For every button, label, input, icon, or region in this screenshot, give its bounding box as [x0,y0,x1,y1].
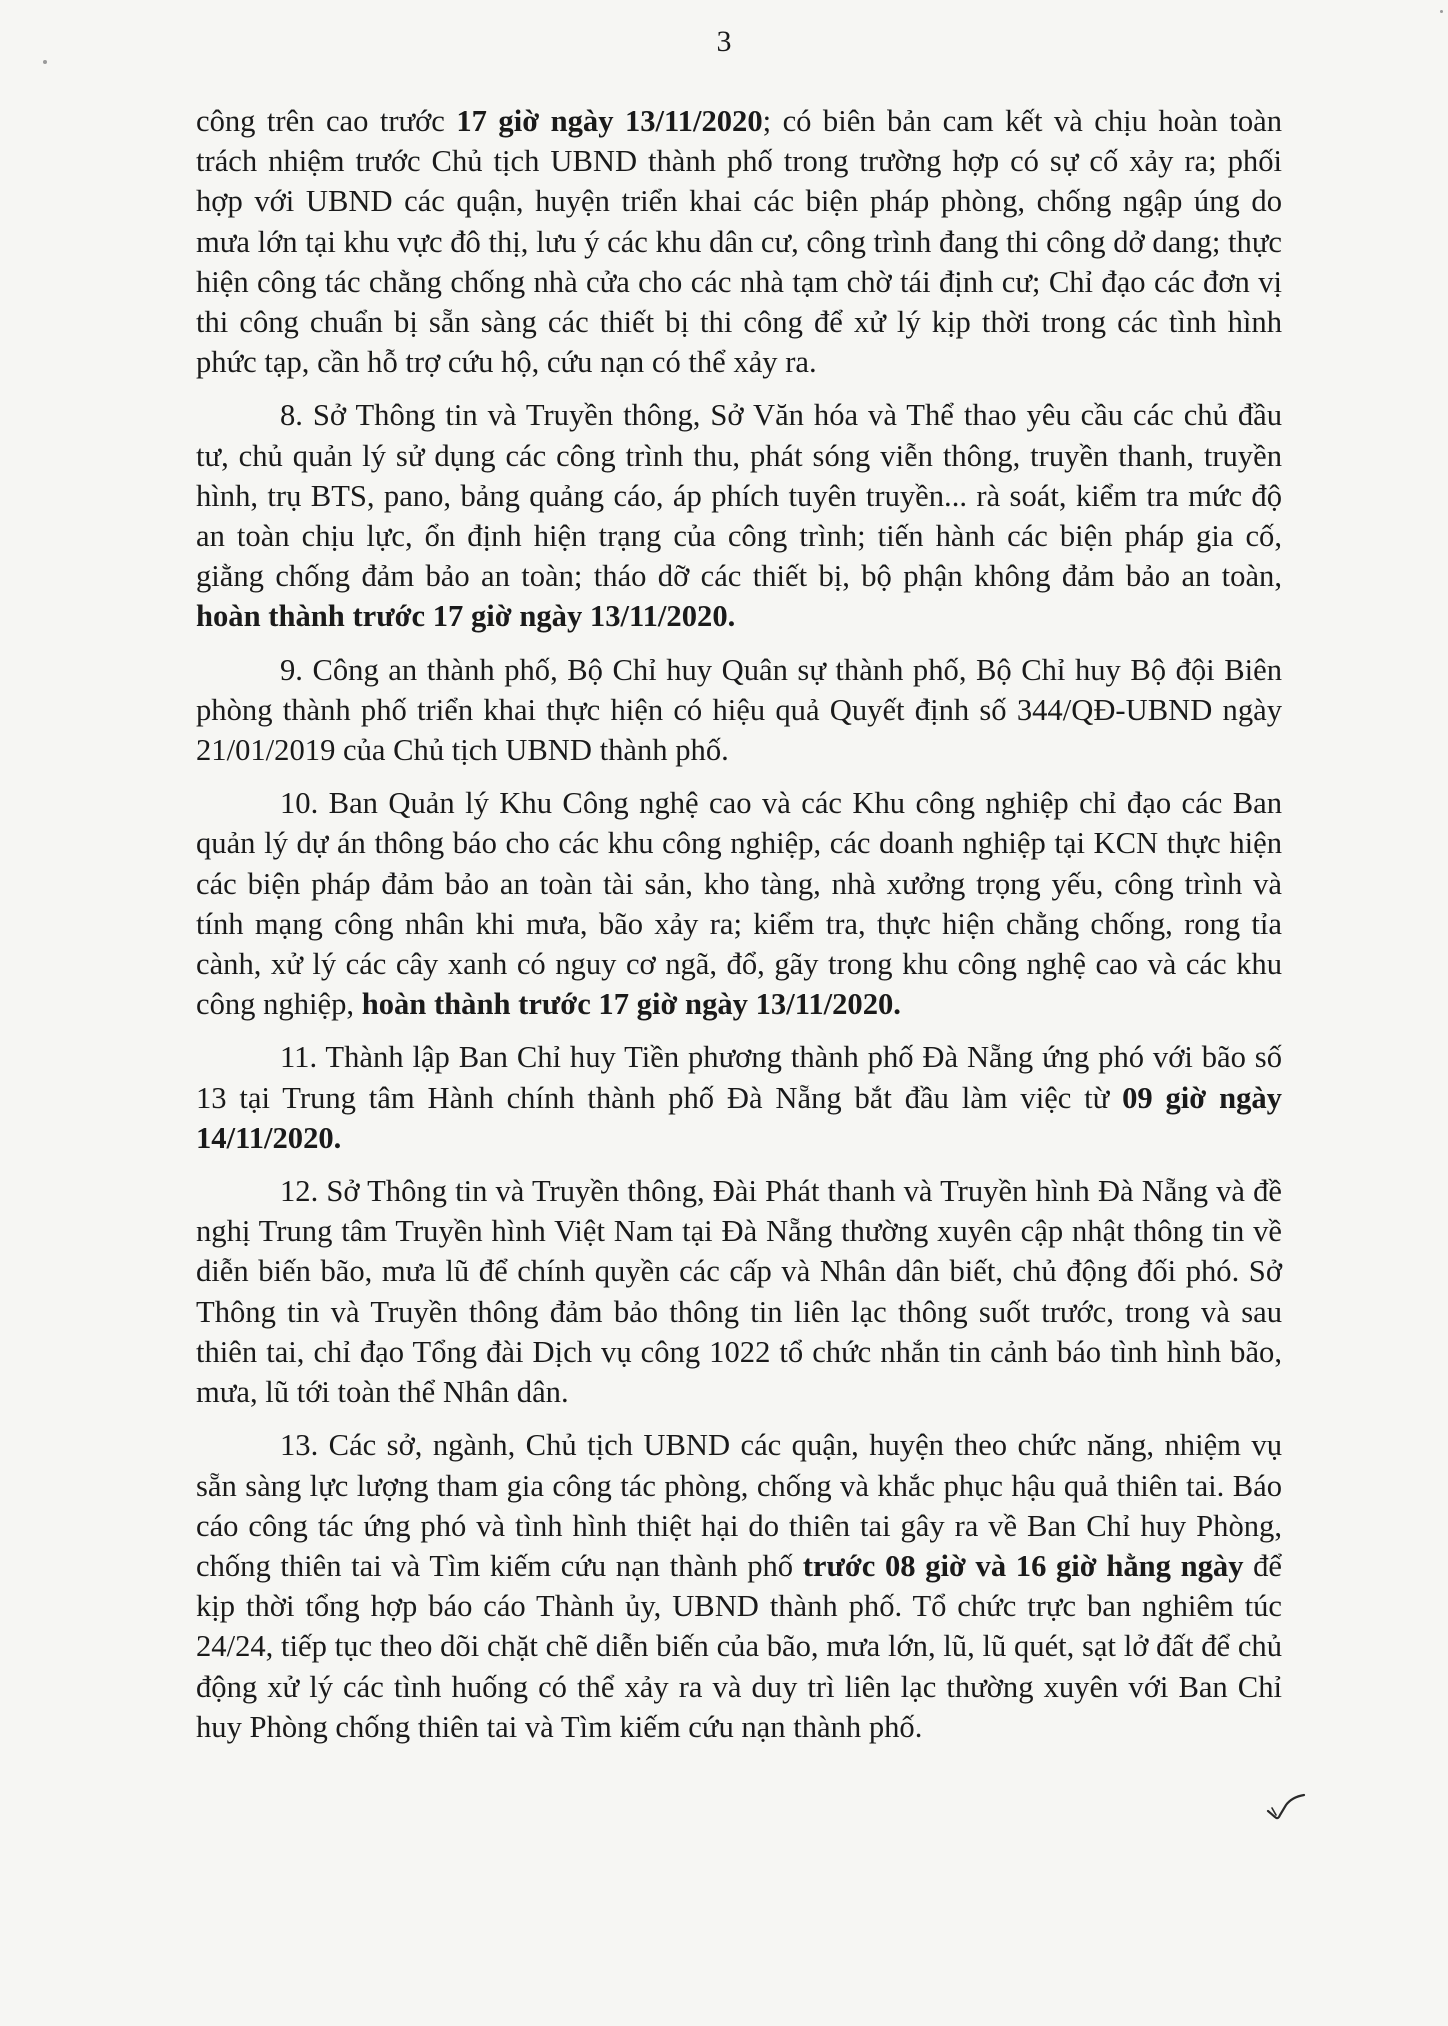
scan-speck [43,60,47,64]
handwritten-check-icon [1266,1793,1306,1823]
paragraph-item-13 [196,1425,1282,1747]
text-run: 13. Các sở, ngành, Chủ tịch UBND các quận, huyện theo chức năng, nhiệm vụ sẵn sàng lực lượng tham gia công tác phòng, chống và khắc phục hậu quả thiên tai. Báo cáo công tác ứng phó và tình hình thiệt hại do thiên tai gây ra về Ban Chỉ huy Phòng, chống thiên tai và Tìm kiếm cứu nạn thành phố [196,1428,1282,1583]
bold-text-run: hoàn thành trước 17 giờ ngày 13/11/2020. [196,599,736,634]
text-run: để kịp thời tổng hợp báo cáo Thành ủy, UBND thành phố. Tổ chức trực ban nghiêm túc 24/24, tiếp tục theo dõi chặt chẽ diễn biến của bão, mưa lớn, lũ, lũ quét, sạt lở đất để chủ động xử lý các tình huống có thể xảy ra và duy trì liên lạc thường xuyên với Ban Chỉ huy Phòng chống thiên tai và Tìm kiếm cứu nạn thành phố. [196,1548,1282,1744]
paragraph-item-9 [196,650,1282,771]
text-run: 12. Sở Thông tin và Truyền thông, Đài Phát thanh và Truyền hình Đà Nẵng và đề nghị Trung tâm Truyền hình Việt Nam tại Đà Nẵng thường xuyên cập nhật thông tin về diễn biến bão, mưa lũ để chính quyền các cấp và Nhân dân biết, chủ động đối phó. Sở Thông tin và Truyền thông đảm bảo thông tin liên lạc thông suốt trước, trong và sau thiên tai, chỉ đạo Tổng đài Dịch vụ công 1022 tổ chức nhắn tin cảnh báo tình hình bão, mưa, lũ tới toàn thể Nhân dân. [196,1174,1282,1410]
paragraph-continuation [196,101,1282,382]
text-run: 8. Sở Thông tin và Truyền thông, Sở Văn hóa và Thể thao yêu cầu các chủ đầu tư, chủ quản lý sử dụng các công trình thu, phát sóng viễn thông, truyền thanh, truyền hình, trụ BTS, pano, bảng quảng cáo, áp phích tuyên truyền... rà soát, kiểm tra mức độ an toàn chịu lực, ổn định hiện trạng của công trình; tiến hành các biện pháp gia cố, giằng chống đảm bảo an toàn; tháo dỡ các thiết bị, bộ phận không đảm bảo an toàn, [196,398,1282,594]
text-run: 11. Thành lập Ban Chỉ huy Tiền phương thành phố Đà Nẵng ứng phó với bão số 13 tại Trung tâm Hành chính thành phố Đà Nẵng bắt đầu làm việc từ [196,1040,1282,1115]
paragraph-item-12 [196,1171,1282,1412]
document-body [196,101,1282,1760]
paragraph-item-8 [196,395,1282,636]
bold-text-run: 09 giờ ngày 14/11/2020. [196,1080,1282,1155]
text-run: ; có biên bản cam kết và chịu hoàn toàn trách nhiệm trước Chủ tịch UBND thành phố trong trường hợp có sự cố xảy ra; phối hợp với UBND các quận, huyện triển khai các biện pháp phòng, chống ngập úng do mưa lớn tại khu vực đô thị, lưu ý các khu dân cư, công trình đang thi công dở dang; thực hiện công tác chằng chống nhà cửa cho các nhà tạm chờ tái định cư; Chỉ đạo các đơn vị thi công chuẩn bị sẵn sàng các thiết bị thi công để xử lý kịp thời trong các tình hình phức tạp, cần hỗ trợ cứu hộ, cứu nạn có thể xảy ra. [196,104,1282,380]
scan-speck [1440,10,1443,13]
paragraph-item-11 [196,1037,1282,1158]
bold-text-run: hoàn thành trước 17 giờ ngày 13/11/2020. [361,987,901,1022]
bold-text-run: trước 08 giờ và 16 giờ hằng ngày [802,1548,1244,1583]
bold-text-run: 17 giờ ngày 13/11/2020 [456,104,763,138]
text-run: 10. Ban Quản lý Khu Công nghệ cao và các Khu công nghiệp chỉ đạo các Ban quản lý dự án thông báo cho các khu công nghiệp, các doanh nghiệp tại KCN thực hiện các biện pháp đảm bảo an toàn tài sản, kho tàng, nhà xưởng trọng yếu, công trình và tính mạng công nhân khi mưa, bão xảy ra; kiểm tra, thực hiện chằng chống, rong tỉa cành, xử lý các cây xanh có nguy cơ ngã, đổ, gãy trong khu công nghệ cao và các khu công nghiệp, [196,786,1282,1022]
page-number: 3 [716,25,732,58]
text-run: công trên cao trước [196,104,457,138]
paragraph-item-10 [196,783,1282,1024]
text-run: 9. Công an thành phố, Bộ Chỉ huy Quân sự thành phố, Bộ Chỉ huy Bộ đội Biên phòng thành phố triển khai thực hiện có hiệu quả Quyết định số 344/QĐ-UBND ngày 21/01/2019 của Chủ tịch UBND thành phố. [196,652,1282,768]
